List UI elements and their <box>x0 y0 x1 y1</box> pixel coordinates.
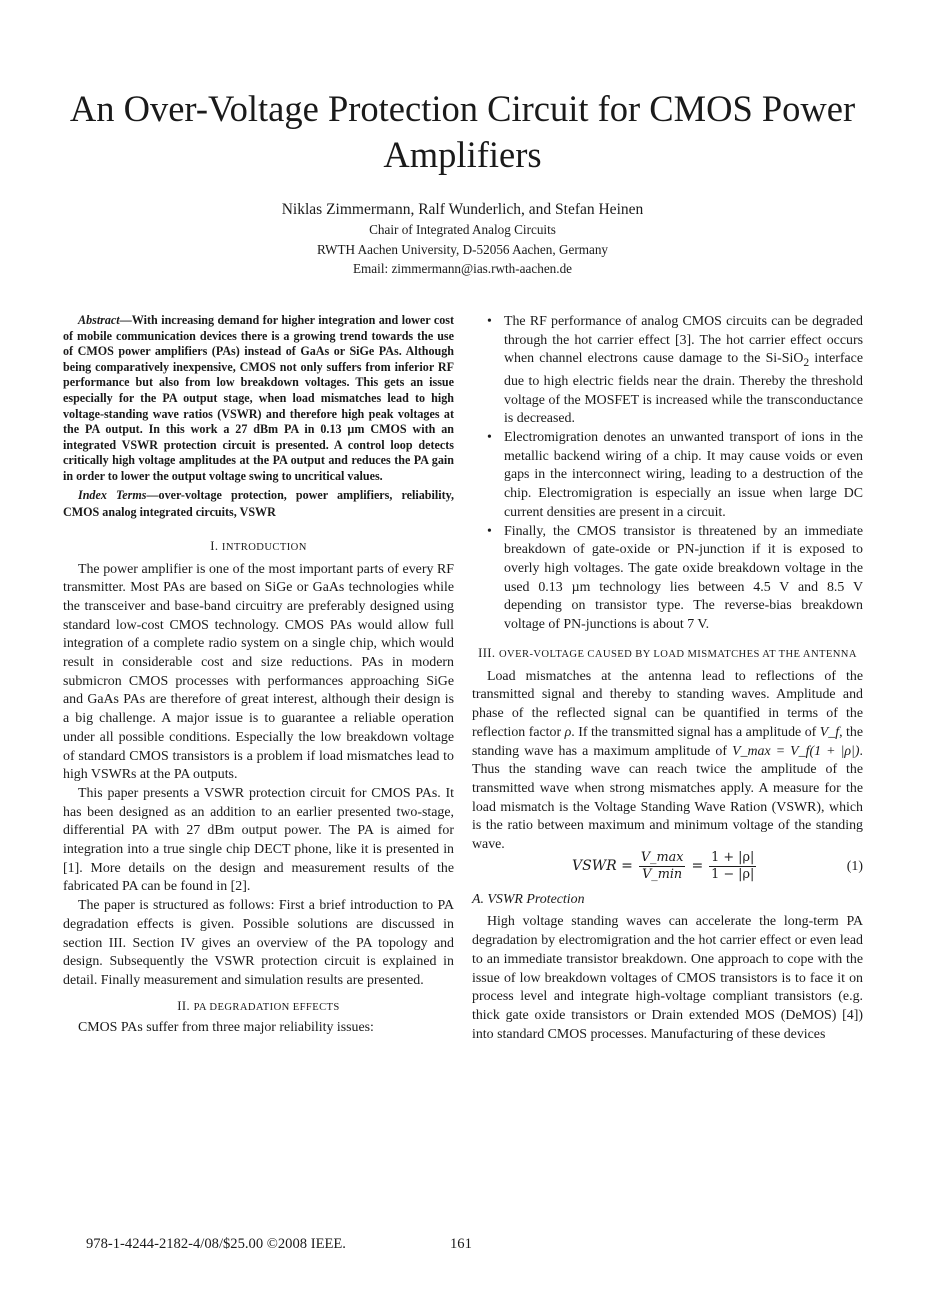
fraction <box>639 850 686 883</box>
equation-vswr <box>472 849 863 885</box>
section-number: II. <box>177 998 194 1013</box>
fraction-numerator: V_max <box>640 850 684 866</box>
affiliation-university: RWTH Aachen University, D-52056 Aachen, Germany <box>316 241 609 257</box>
equation-number: (1) <box>846 858 863 874</box>
reliability-issues-list <box>472 313 863 635</box>
index-terms <box>63 487 454 521</box>
paragraph: This paper presents a VSWR protection circuit for CMOS PAs. It has been designed as an addition to an earlier presented two-stage, differential PA with 27 dBm output power. The PA is aimed for integration into a true single chip DECT phone, like it is presented in [1]. More details on the design and measurement results of the fabricated PA can be found in [2]. <box>63 785 454 895</box>
index-terms-label: Index Terms <box>78 487 147 502</box>
list-item-text: The RF performance of analog CMOS circuits can be degraded through the hot carrier effect [3]. The hot carrier effect occurs when channel electrons cause damage to the Si-SiO <box>504 314 863 367</box>
list-item <box>472 523 863 635</box>
subsection-heading: A. VSWR Protection <box>472 891 585 907</box>
right-column <box>472 313 863 1044</box>
fraction-denominator: V_min <box>642 867 683 883</box>
index-terms-text: —over-voltage protection, power amplifiers, reliability, CMOS analog integrated circuits, VSWR <box>63 487 454 519</box>
list-item-text: Finally, the CMOS transistor is threatened by an immediate breakdown of gate-oxide or PN-junction if it is exposed to overly high voltages. The gate oxide breakdown voltage in the used 0.13 µm technology lies between 4.5 V and 8.5 V depending on transistor type. The reverse-bias breakdown voltage of PN-junctions is about 7 V. <box>504 523 863 633</box>
paragraph: High voltage standing waves can accelerate the long-term PA degradation by electromigration and the hot carrier effect or even lead to an immediate transistor breakdown. One approach to cope with the issue of low breakdown voltages of CMOS transistors is to face it on process level and integrate high-voltage compliant transistors (e.g. thick gate oxide transistors or Drain extended MOS (DeMOS) [4]) into standard CMOS processes. Manufacturing of these devices <box>472 914 863 1042</box>
bullet-icon: • <box>487 314 492 329</box>
paragraph: CMOS PAs suffer from three major reliability issues: <box>78 1019 374 1035</box>
bullet-icon: • <box>487 430 492 445</box>
section-number: I. <box>210 538 222 553</box>
text-run: . Thus the standing wave can reach twice the amplitude of the transmitted wave when strong mismatches apply. A measure for the load mismatch is the Voltage Standing Wave Ration (VSWR), which is the ratio between maximum and minimum voltage of the standing wave. <box>472 743 863 853</box>
text-run: . If the transmitted signal has a amplitude of <box>571 724 820 740</box>
author-email: Email: zimmermann@ias.rwth-aachen.de <box>352 261 573 276</box>
affiliation-department: Chair of Integrated Analog Circuits <box>369 222 556 237</box>
list-item-text: interface due to high electric fields near the drain. Thereby the threshold voltage of the MOSFET is increased while the transconductance is decreased. <box>504 351 863 427</box>
fraction <box>709 850 756 883</box>
paper-title: An Over-Voltage Protection Circuit for CMOS Power Amplifiers <box>69 88 856 175</box>
paragraph: The paper is structured as follows: First a brief introduction to PA degradation effects is given. Possible solutions are discussed in section III. Section IV gives an overview of the PA topology and design. Subsequently the VSWR protection circuit is explained in detail. Finally measurement and simulation results are presented. <box>63 898 454 988</box>
subscript: 2 <box>803 356 810 370</box>
section-title: OVER-VOLTAGE CAUSED BY LOAD MISMATCHES AT THE ANTENNA <box>499 648 857 660</box>
affiliation-block <box>60 220 865 279</box>
section-title: PA DEGRADATION EFFECTS <box>193 1001 340 1013</box>
section-number: III. <box>478 645 499 660</box>
bullet-icon: • <box>487 523 492 539</box>
fraction-numerator: 1 + |ρ| <box>711 850 755 866</box>
math-inline: V_f <box>819 724 840 740</box>
left-column <box>63 313 454 1037</box>
abstract-label: Abstract <box>78 313 120 327</box>
equation-body <box>572 849 762 885</box>
math-inline: V_max = V_f(1 + |ρ|) <box>732 743 860 759</box>
paragraph <box>472 668 863 855</box>
abstract-text: —With increasing demand for higher integration and lower cost of mobile communication devices there is a growing trend towards the use of CMOS power amplifiers (PAs) instead of GaAs or SiGe PAs. Although being comparatively inexpensive, CMOS not only suffers from inferior RF performance but also from low breakdown voltages. This gets an issue especially for the PA output stage, when load mismatches lead to high voltage-standing wave ratios (VSWR) and therefore high peak voltages at the PA output. In this work a 27 dBm PA in 0.13 µm CMOS with an integrated VSWR protection circuit is presented. A control loop detects critically high voltage amplitudes at the PA output and reduces the PA gain in order to lower the output voltage swing to uncritical values. <box>63 313 454 483</box>
abstract <box>63 313 454 485</box>
list-item-text: Electromigration denotes an unwanted transport of ions in the metallic backend wiring of a chip. It may cause voids or even gaps in the interconnect wiring, leading to a destruction of the chip. Electromigration is especially an issue when large DC current densities are present in a circuit. <box>504 430 863 520</box>
fraction-denominator: 1 − |ρ| <box>711 867 755 883</box>
paragraph: The power amplifier is one of the most important parts of every RF transmitter. Most PAs are based on SiGe or GaAs technologies while the transceiver and base-band circuitry are preferably designed using standard low-cost CMOS technology. CMOS PAs would allow full integration of a complete radio system on a single chip, which would result in considerable cost and size reductions. PAs in modern submicron CMOS processes with performances approaching SiGe and GaAs PAs are therefore of great interest, although their design is a big challenge. A major issue is to guarantee a reliable operation under all possible conditions. Especially the low breakdown voltage of standard CMOS transistors is a problem if load mismatches lead to high VSWRs at the PA outputs. <box>63 561 454 783</box>
author-list: Niklas Zimmermann, Ralf Wunderlich, and Stefan Heinen <box>281 201 644 218</box>
section-heading-pa-degradation <box>63 997 454 1017</box>
text-run: Load mismatches at the antenna lead to reflections of the transmitted signal and thereby to standing waves. Amplitude and phase of the reflected signal can be quantified in terms of the reflection factor <box>472 668 863 740</box>
equation-lhs: VSWR = <box>572 858 633 875</box>
equals-sign: = <box>691 858 704 875</box>
text-run: , the standing wave has a maximum amplitude of <box>472 724 863 759</box>
list-item <box>472 429 863 523</box>
list-item <box>472 313 863 429</box>
section-title: INTRODUCTION <box>221 541 307 553</box>
section-heading-over-voltage <box>472 644 863 664</box>
math-inline: ρ <box>564 724 572 740</box>
page-number: 161 <box>450 1236 472 1252</box>
copyright-footer: 978-1-4244-2182-4/08/$25.00 ©2008 IEEE. <box>86 1236 346 1252</box>
section-heading-introduction <box>63 537 454 557</box>
